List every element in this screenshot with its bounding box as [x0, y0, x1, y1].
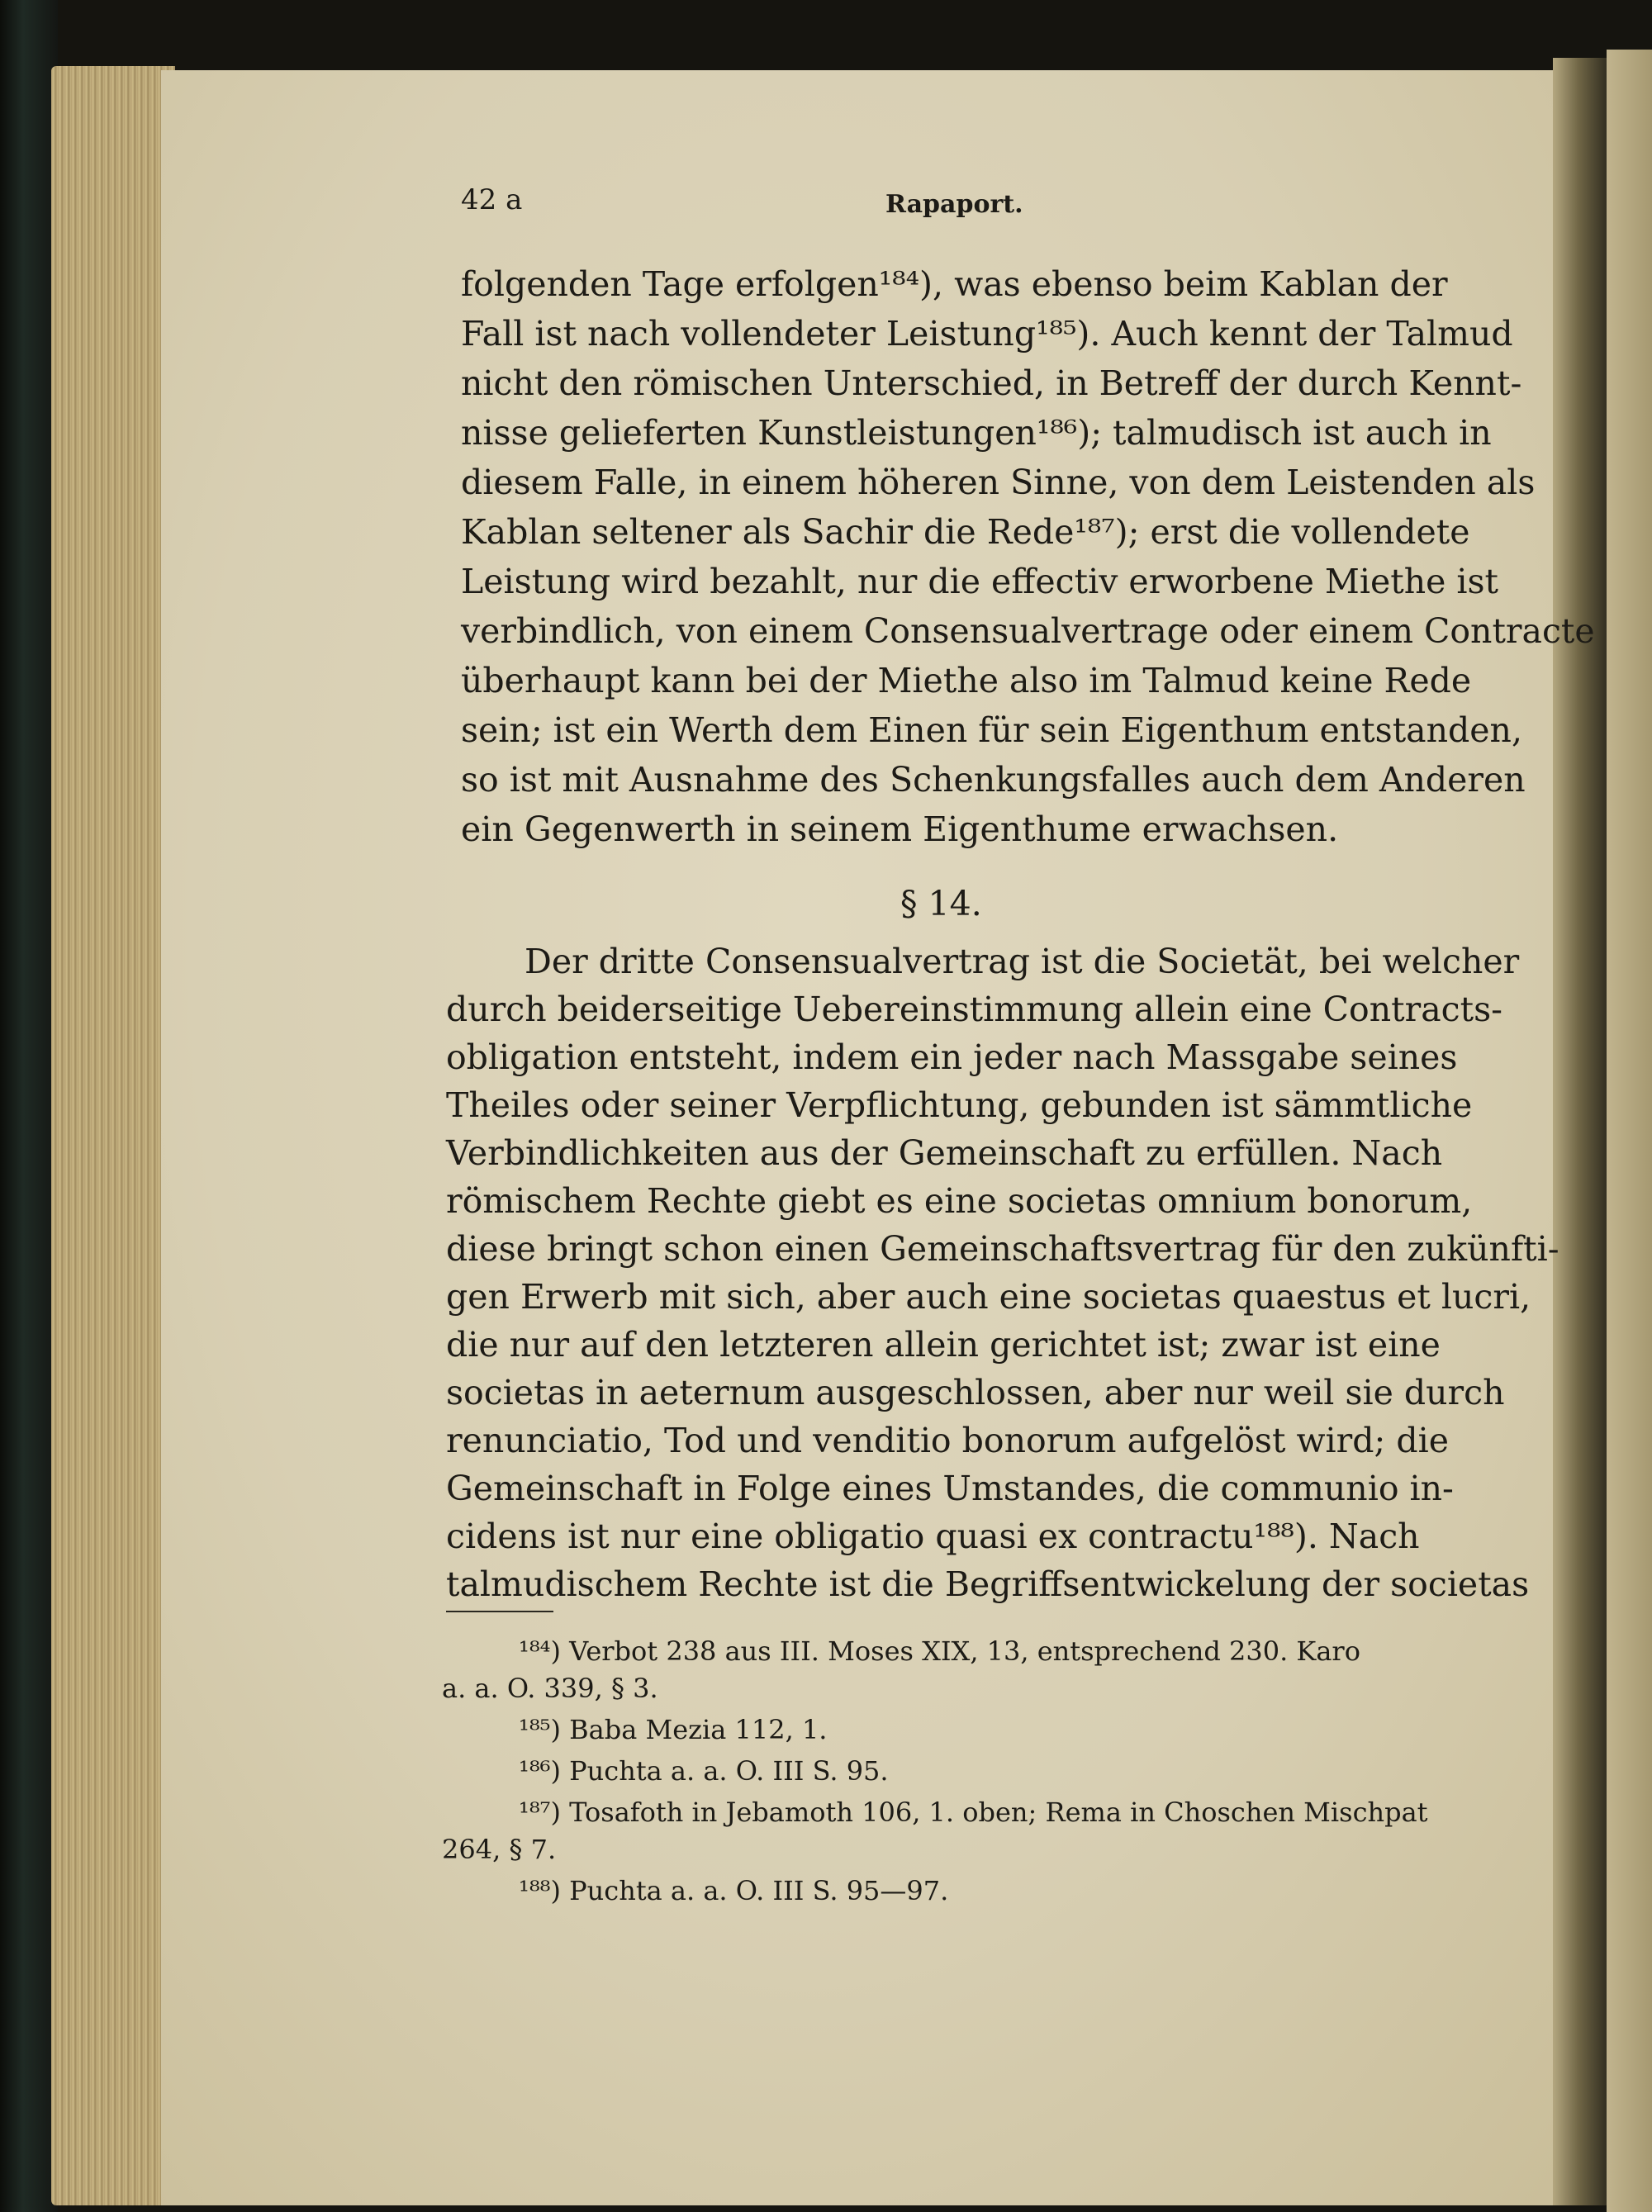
- facing-page-edge: [1607, 50, 1652, 2212]
- text-line: sein; ist ein Werth dem Einen für sein Eigenthum entstanden,: [461, 710, 1522, 750]
- footnote-line: ¹⁸⁵) Baba Mezia 112, 1.: [519, 1714, 828, 1745]
- text-line: talmudischem Rechte ist die Begriffsentwickelung der societas: [446, 1564, 1530, 1604]
- page-stack-edges: [51, 66, 175, 2205]
- footnote-line: ¹⁸⁴) Verbot 238 aus III. Moses XIX, 13, entsprechend 230. Karo: [519, 1635, 1360, 1667]
- book-cover-edge: [0, 0, 58, 2212]
- text-line: nicht den römischen Unterschied, in Betreff der durch Kennt-: [461, 363, 1522, 403]
- text-line: Verbindlichkeiten aus der Gemeinschaft zu erfüllen. Nach: [446, 1133, 1443, 1173]
- text-line: nisse gelieferten Kunstleistungen¹⁸⁶); talmudisch ist auch in: [461, 413, 1492, 453]
- text-line: überhaupt kann bei der Miethe also im Talmud keine Rede: [461, 661, 1472, 700]
- text-line: Theiles oder seiner Verpflichtung, gebunden ist sämmtliche: [446, 1085, 1473, 1125]
- section-heading: § 14.: [900, 884, 982, 923]
- footnote-line: ¹⁸⁷) Tosafoth in Jebamoth 106, 1. oben; Rema in Choschen Mischpat: [519, 1797, 1428, 1828]
- text-line: diesem Falle, in einem höheren Sinne, von dem Leistenden als: [461, 463, 1536, 502]
- text-line: Der dritte Consensualvertrag ist die Societät, bei welcher: [525, 942, 1520, 981]
- footnote-line: ¹⁸⁸) Puchta a. a. O. III S. 95—97.: [519, 1875, 949, 1906]
- text-line: Leistung wird bezahlt, nur die effectiv erworbene Miethe ist: [461, 562, 1499, 601]
- book-gutter: [1553, 58, 1611, 2205]
- text-line: obligation entsteht, indem ein jeder nach Massgabe seines: [446, 1037, 1458, 1077]
- text-line: ein Gegenwerth in seinem Eigenthume erwachsen.: [461, 809, 1339, 849]
- text-line: so ist mit Ausnahme des Schenkungsfalles auch dem Anderen: [461, 760, 1526, 800]
- footnote-line: ¹⁸⁶) Puchta a. a. O. III S. 95.: [519, 1755, 889, 1787]
- text-line: diese bringt schon einen Gemeinschaftsvertrag für den zukünfti-: [446, 1229, 1559, 1269]
- text-line: römischem Rechte giebt es eine societas omnium bonorum,: [446, 1181, 1473, 1221]
- text-line: verbindlich, von einem Consensualvertrage oder einem Contracte: [461, 611, 1595, 651]
- text-line: Fall ist nach vollendeter Leistung¹⁸⁵). Auch kennt der Talmud: [461, 314, 1513, 354]
- footnote-rule: [446, 1611, 553, 1612]
- text-line: Kablan seltener als Sachir die Rede¹⁸⁷); erst die vollendete: [461, 512, 1470, 552]
- text-line: folgenden Tage erfolgen¹⁸⁴), was ebenso beim Kablan der: [461, 264, 1448, 304]
- text-line: gen Erwerb mit sich, aber auch eine societas quaestus et lucri,: [446, 1277, 1531, 1317]
- footnote-line: a. a. O. 339, § 3.: [442, 1673, 658, 1704]
- running-title: Rapaport.: [885, 190, 1023, 219]
- text-line: societas in aeternum ausgeschlossen, aber nur weil sie durch: [446, 1373, 1505, 1412]
- page-number: 42 a: [461, 183, 523, 216]
- footnote-line: 264, § 7.: [442, 1834, 557, 1865]
- text-line: cidens ist nur eine obligatio quasi ex contractu¹⁸⁸). Nach: [446, 1517, 1420, 1556]
- text-line: durch beiderseitige Uebereinstimmung allein eine Contracts-: [446, 990, 1502, 1029]
- text-line: Gemeinschaft in Folge eines Umstandes, die communio in-: [446, 1469, 1454, 1508]
- text-line: die nur auf den letzteren allein gerichtet ist; zwar ist eine: [446, 1325, 1441, 1365]
- text-line: renunciatio, Tod und venditio bonorum aufgelöst wird; die: [446, 1421, 1449, 1460]
